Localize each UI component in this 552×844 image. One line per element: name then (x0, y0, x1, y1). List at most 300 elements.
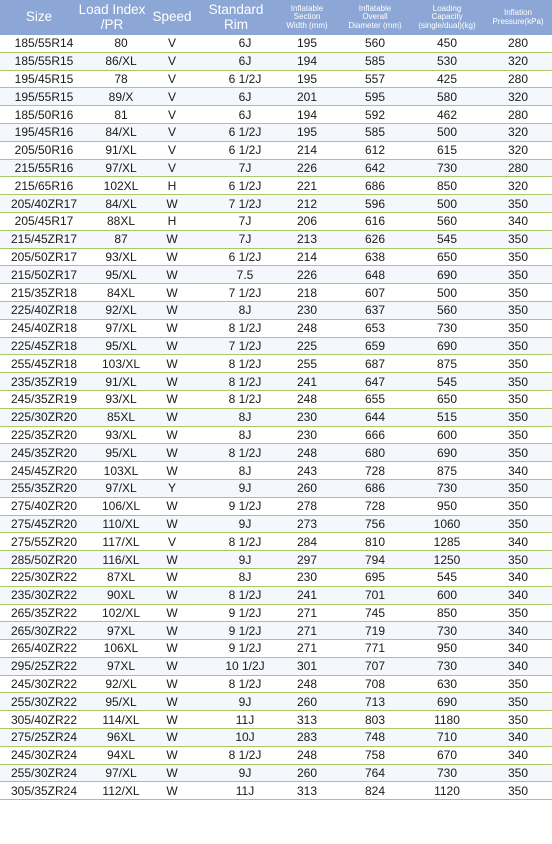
cell-size: 305/35ZR24 (0, 782, 78, 800)
cell-overall-diameter: 626 (340, 230, 410, 248)
cell-overall-diameter: 616 (340, 212, 410, 230)
cell-inflation-pressure: 350 (484, 479, 552, 497)
cell-inflation-pressure: 350 (484, 284, 552, 302)
cell-rim: 9 1/2J (198, 640, 274, 658)
cell-inflation-pressure: 340 (484, 462, 552, 480)
cell-overall-diameter: 592 (340, 106, 410, 124)
table-row (0, 301, 552, 319)
cell-rim: 6 1/2J (198, 177, 274, 195)
cell-overall-diameter: 680 (340, 444, 410, 462)
cell-inflation-pressure: 320 (484, 123, 552, 141)
cell-speed: W (146, 230, 198, 248)
cell-inflation-pressure: 340 (484, 586, 552, 604)
cell-load-index: 92/XL (78, 301, 146, 319)
cell-size: 225/30ZR22 (0, 568, 78, 586)
cell-speed: H (146, 212, 198, 230)
cell-loading-capacity: 425 (410, 70, 484, 88)
cell-section-width: 278 (274, 497, 340, 515)
cell-overall-diameter: 638 (340, 248, 410, 266)
cell-size: 205/40ZR17 (0, 195, 78, 213)
cell-loading-capacity: 690 (410, 266, 484, 284)
cell-size: 255/30ZR22 (0, 693, 78, 711)
cell-inflation-pressure: 350 (484, 355, 552, 373)
cell-load-index: 97XL (78, 657, 146, 675)
cell-speed: W (146, 284, 198, 302)
table-row (0, 337, 552, 355)
cell-overall-diameter: 686 (340, 479, 410, 497)
cell-overall-diameter: 659 (340, 337, 410, 355)
cell-loading-capacity: 650 (410, 390, 484, 408)
cell-rim: 7 1/2J (198, 337, 274, 355)
table-header (0, 0, 552, 35)
cell-inflation-pressure: 340 (484, 746, 552, 764)
cell-section-width: 273 (274, 515, 340, 533)
cell-loading-capacity: 850 (410, 604, 484, 622)
cell-overall-diameter: 607 (340, 284, 410, 302)
cell-inflation-pressure: 340 (484, 729, 552, 747)
cell-inflation-pressure: 350 (484, 390, 552, 408)
cell-load-index: 110/XL (78, 515, 146, 533)
cell-rim: 10 1/2J (198, 657, 274, 675)
cell-rim: 9 1/2J (198, 604, 274, 622)
cell-loading-capacity: 1120 (410, 782, 484, 800)
cell-size: 295/25ZR22 (0, 657, 78, 675)
cell-size: 215/35ZR18 (0, 284, 78, 302)
cell-inflation-pressure: 320 (484, 88, 552, 106)
cell-speed: W (146, 657, 198, 675)
cell-size: 185/55R15 (0, 52, 78, 70)
cell-rim: 8 1/2J (198, 746, 274, 764)
cell-section-width: 248 (274, 444, 340, 462)
cell-overall-diameter: 810 (340, 533, 410, 551)
cell-loading-capacity: 730 (410, 319, 484, 337)
cell-inflation-pressure: 350 (484, 782, 552, 800)
cell-rim: 7.5 (198, 266, 274, 284)
table-row (0, 515, 552, 533)
cell-load-index: 97/XL (78, 159, 146, 177)
cell-load-index: 93/XL (78, 390, 146, 408)
cell-overall-diameter: 719 (340, 622, 410, 640)
cell-load-index: 86/XL (78, 52, 146, 70)
cell-loading-capacity: 670 (410, 746, 484, 764)
cell-section-width: 248 (274, 746, 340, 764)
cell-load-index: 89/X (78, 88, 146, 106)
cell-section-width: 195 (274, 70, 340, 88)
table-row (0, 195, 552, 213)
table-row (0, 746, 552, 764)
cell-rim: 7J (198, 212, 274, 230)
header-speed: Speed (146, 0, 198, 35)
cell-rim: 8 1/2J (198, 390, 274, 408)
table-row (0, 551, 552, 569)
cell-section-width: 218 (274, 284, 340, 302)
cell-inflation-pressure: 320 (484, 177, 552, 195)
cell-inflation-pressure: 350 (484, 604, 552, 622)
cell-loading-capacity: 875 (410, 355, 484, 373)
cell-speed: W (146, 301, 198, 319)
cell-load-index: 80 (78, 35, 146, 52)
cell-speed: W (146, 604, 198, 622)
cell-section-width: 243 (274, 462, 340, 480)
cell-size: 195/55R15 (0, 88, 78, 106)
table-row (0, 266, 552, 284)
cell-size: 265/30ZR22 (0, 622, 78, 640)
cell-speed: V (146, 70, 198, 88)
table-row (0, 159, 552, 177)
cell-size: 225/40ZR18 (0, 301, 78, 319)
cell-size: 255/35ZR20 (0, 479, 78, 497)
table-row (0, 52, 552, 70)
cell-speed: V (146, 52, 198, 70)
cell-loading-capacity: 710 (410, 729, 484, 747)
cell-loading-capacity: 560 (410, 301, 484, 319)
cell-overall-diameter: 560 (340, 35, 410, 52)
cell-speed: W (146, 195, 198, 213)
cell-size: 185/55R14 (0, 35, 78, 52)
cell-rim: 6 1/2J (198, 141, 274, 159)
cell-overall-diameter: 794 (340, 551, 410, 569)
cell-section-width: 195 (274, 35, 340, 52)
table-row (0, 390, 552, 408)
cell-inflation-pressure: 350 (484, 230, 552, 248)
cell-speed: W (146, 675, 198, 693)
table-row (0, 586, 552, 604)
cell-size: 195/45R16 (0, 123, 78, 141)
cell-section-width: 271 (274, 640, 340, 658)
cell-load-index: 81 (78, 106, 146, 124)
cell-load-index: 87 (78, 230, 146, 248)
cell-speed: W (146, 319, 198, 337)
cell-loading-capacity: 515 (410, 408, 484, 426)
table-row (0, 230, 552, 248)
header-standard-rim: Standard Rim (198, 0, 274, 35)
cell-section-width: 214 (274, 141, 340, 159)
cell-inflation-pressure: 350 (484, 444, 552, 462)
cell-speed: W (146, 373, 198, 391)
header-size: Size (0, 0, 78, 35)
cell-speed: W (146, 248, 198, 266)
table-row (0, 711, 552, 729)
cell-load-index: 103XL (78, 462, 146, 480)
cell-load-index: 85XL (78, 408, 146, 426)
cell-overall-diameter: 695 (340, 568, 410, 586)
cell-rim: 8 1/2J (198, 355, 274, 373)
cell-inflation-pressure: 350 (484, 675, 552, 693)
cell-inflation-pressure: 350 (484, 248, 552, 266)
cell-rim: 8 1/2J (198, 373, 274, 391)
cell-inflation-pressure: 350 (484, 693, 552, 711)
cell-size: 245/35ZR20 (0, 444, 78, 462)
table-row (0, 657, 552, 675)
cell-speed: W (146, 693, 198, 711)
cell-inflation-pressure: 350 (484, 195, 552, 213)
cell-overall-diameter: 701 (340, 586, 410, 604)
cell-size: 255/45ZR18 (0, 355, 78, 373)
cell-loading-capacity: 600 (410, 586, 484, 604)
cell-speed: W (146, 266, 198, 284)
cell-load-index: 95/XL (78, 337, 146, 355)
cell-rim: 9J (198, 693, 274, 711)
cell-rim: 9 1/2J (198, 622, 274, 640)
cell-rim: 8 1/2J (198, 533, 274, 551)
cell-section-width: 230 (274, 568, 340, 586)
cell-size: 305/40ZR22 (0, 711, 78, 729)
cell-section-width: 241 (274, 586, 340, 604)
cell-overall-diameter: 596 (340, 195, 410, 213)
cell-rim: 7J (198, 159, 274, 177)
cell-load-index: 93/XL (78, 426, 146, 444)
cell-size: 275/25ZR24 (0, 729, 78, 747)
table-row (0, 123, 552, 141)
cell-rim: 6J (198, 88, 274, 106)
cell-speed: H (146, 177, 198, 195)
cell-size: 205/45R17 (0, 212, 78, 230)
table-row (0, 533, 552, 551)
table-row (0, 782, 552, 800)
cell-load-index: 106XL (78, 640, 146, 658)
cell-size: 215/45ZR17 (0, 230, 78, 248)
cell-speed: W (146, 746, 198, 764)
cell-size: 275/40ZR20 (0, 497, 78, 515)
cell-loading-capacity: 730 (410, 622, 484, 640)
cell-overall-diameter: 653 (340, 319, 410, 337)
cell-rim: 6 1/2J (198, 70, 274, 88)
cell-overall-diameter: 557 (340, 70, 410, 88)
cell-inflation-pressure: 280 (484, 106, 552, 124)
cell-speed: W (146, 515, 198, 533)
cell-load-index: 97/XL (78, 479, 146, 497)
cell-overall-diameter: 666 (340, 426, 410, 444)
cell-overall-diameter: 585 (340, 123, 410, 141)
table-row (0, 408, 552, 426)
cell-section-width: 260 (274, 764, 340, 782)
cell-size: 215/50ZR17 (0, 266, 78, 284)
cell-loading-capacity: 500 (410, 123, 484, 141)
cell-load-index: 97/XL (78, 319, 146, 337)
cell-size: 265/40ZR22 (0, 640, 78, 658)
table-row (0, 693, 552, 711)
cell-inflation-pressure: 350 (484, 301, 552, 319)
cell-load-index: 95/XL (78, 444, 146, 462)
cell-overall-diameter: 728 (340, 497, 410, 515)
cell-loading-capacity: 600 (410, 426, 484, 444)
cell-rim: 6J (198, 106, 274, 124)
cell-speed: V (146, 141, 198, 159)
cell-load-index: 95/XL (78, 266, 146, 284)
cell-inflation-pressure: 320 (484, 52, 552, 70)
header-section-width: Inflatable Section Width (mm) (274, 0, 340, 35)
cell-overall-diameter: 655 (340, 390, 410, 408)
cell-inflation-pressure: 340 (484, 533, 552, 551)
cell-loading-capacity: 730 (410, 159, 484, 177)
cell-inflation-pressure: 350 (484, 337, 552, 355)
cell-inflation-pressure: 280 (484, 35, 552, 52)
cell-loading-capacity: 690 (410, 444, 484, 462)
cell-size: 225/35ZR20 (0, 426, 78, 444)
cell-inflation-pressure: 350 (484, 408, 552, 426)
cell-inflation-pressure: 350 (484, 711, 552, 729)
cell-size: 245/45ZR20 (0, 462, 78, 480)
cell-speed: W (146, 444, 198, 462)
cell-rim: 8J (198, 301, 274, 319)
cell-speed: V (146, 106, 198, 124)
table-row (0, 729, 552, 747)
cell-rim: 10J (198, 729, 274, 747)
cell-load-index: 78 (78, 70, 146, 88)
cell-size: 255/30ZR24 (0, 764, 78, 782)
cell-load-index: 84XL (78, 284, 146, 302)
cell-rim: 9J (198, 515, 274, 533)
cell-speed: W (146, 729, 198, 747)
header-loading-capacity: Loading Capacity (single/dual)(kg) (410, 0, 484, 35)
cell-speed: W (146, 568, 198, 586)
cell-loading-capacity: 530 (410, 52, 484, 70)
cell-loading-capacity: 950 (410, 640, 484, 658)
cell-section-width: 301 (274, 657, 340, 675)
cell-loading-capacity: 615 (410, 141, 484, 159)
cell-loading-capacity: 875 (410, 462, 484, 480)
cell-loading-capacity: 580 (410, 88, 484, 106)
cell-rim: 8 1/2J (198, 444, 274, 462)
table-row (0, 35, 552, 52)
cell-section-width: 248 (274, 319, 340, 337)
cell-speed: W (146, 764, 198, 782)
table-row (0, 355, 552, 373)
table-row (0, 426, 552, 444)
cell-rim: 7J (198, 230, 274, 248)
cell-inflation-pressure: 350 (484, 426, 552, 444)
cell-size: 205/50R16 (0, 141, 78, 159)
cell-size: 275/45ZR20 (0, 515, 78, 533)
cell-size: 245/30ZR22 (0, 675, 78, 693)
cell-overall-diameter: 642 (340, 159, 410, 177)
cell-speed: W (146, 622, 198, 640)
cell-overall-diameter: 764 (340, 764, 410, 782)
cell-loading-capacity: 730 (410, 657, 484, 675)
cell-loading-capacity: 500 (410, 284, 484, 302)
table-row (0, 497, 552, 515)
cell-overall-diameter: 824 (340, 782, 410, 800)
cell-size: 235/35ZR19 (0, 373, 78, 391)
cell-load-index: 93/XL (78, 248, 146, 266)
cell-overall-diameter: 686 (340, 177, 410, 195)
table-row (0, 675, 552, 693)
cell-speed: V (146, 123, 198, 141)
cell-size: 245/40ZR18 (0, 319, 78, 337)
cell-load-index: 117/XL (78, 533, 146, 551)
cell-size: 195/45R15 (0, 70, 78, 88)
cell-inflation-pressure: 280 (484, 159, 552, 177)
cell-section-width: 255 (274, 355, 340, 373)
cell-load-index: 103/XL (78, 355, 146, 373)
cell-load-index: 94XL (78, 746, 146, 764)
cell-size: 185/50R16 (0, 106, 78, 124)
cell-section-width: 226 (274, 266, 340, 284)
cell-loading-capacity: 560 (410, 212, 484, 230)
cell-overall-diameter: 647 (340, 373, 410, 391)
header-load-index: Load Index /PR (78, 0, 146, 35)
cell-rim: 6J (198, 35, 274, 52)
cell-overall-diameter: 758 (340, 746, 410, 764)
cell-section-width: 194 (274, 52, 340, 70)
cell-inflation-pressure: 350 (484, 373, 552, 391)
table-row (0, 640, 552, 658)
cell-inflation-pressure: 340 (484, 640, 552, 658)
cell-rim: 11J (198, 711, 274, 729)
header-overall-diameter: Inflatable Overall Diameter (mm) (340, 0, 410, 35)
table-row (0, 622, 552, 640)
cell-inflation-pressure: 350 (484, 551, 552, 569)
cell-section-width: 271 (274, 604, 340, 622)
cell-speed: V (146, 533, 198, 551)
cell-speed: W (146, 711, 198, 729)
cell-rim: 8 1/2J (198, 675, 274, 693)
cell-loading-capacity: 730 (410, 764, 484, 782)
cell-load-index: 88XL (78, 212, 146, 230)
cell-load-index: 116/XL (78, 551, 146, 569)
header-inflation-pressure: Inflation Pressure(kPa) (484, 0, 552, 35)
cell-speed: W (146, 497, 198, 515)
cell-section-width: 221 (274, 177, 340, 195)
cell-size: 215/55R16 (0, 159, 78, 177)
cell-overall-diameter: 585 (340, 52, 410, 70)
cell-inflation-pressure: 350 (484, 266, 552, 284)
table-row (0, 479, 552, 497)
cell-speed: V (146, 88, 198, 106)
cell-loading-capacity: 545 (410, 373, 484, 391)
cell-size: 245/30ZR24 (0, 746, 78, 764)
cell-size: 285/50ZR20 (0, 551, 78, 569)
cell-loading-capacity: 950 (410, 497, 484, 515)
cell-section-width: 194 (274, 106, 340, 124)
cell-size: 275/55ZR20 (0, 533, 78, 551)
cell-load-index: 91/XL (78, 373, 146, 391)
cell-size: 225/30ZR20 (0, 408, 78, 426)
cell-rim: 8J (198, 426, 274, 444)
cell-section-width: 297 (274, 551, 340, 569)
cell-speed: Y (146, 479, 198, 497)
cell-section-width: 201 (274, 88, 340, 106)
table-row (0, 106, 552, 124)
cell-rim: 8J (198, 568, 274, 586)
cell-inflation-pressure: 350 (484, 319, 552, 337)
cell-rim: 9J (198, 764, 274, 782)
cell-section-width: 260 (274, 693, 340, 711)
cell-section-width: 230 (274, 301, 340, 319)
cell-load-index: 112/XL (78, 782, 146, 800)
cell-rim: 8 1/2J (198, 586, 274, 604)
cell-rim: 9J (198, 479, 274, 497)
cell-load-index: 90XL (78, 586, 146, 604)
cell-overall-diameter: 708 (340, 675, 410, 693)
table-row (0, 141, 552, 159)
table-row (0, 70, 552, 88)
table-row (0, 568, 552, 586)
cell-rim: 6 1/2J (198, 123, 274, 141)
cell-inflation-pressure: 350 (484, 764, 552, 782)
cell-overall-diameter: 687 (340, 355, 410, 373)
cell-inflation-pressure: 340 (484, 212, 552, 230)
cell-load-index: 97/XL (78, 764, 146, 782)
table-row (0, 373, 552, 391)
cell-rim: 6J (198, 52, 274, 70)
cell-inflation-pressure: 350 (484, 515, 552, 533)
cell-speed: V (146, 35, 198, 52)
cell-overall-diameter: 745 (340, 604, 410, 622)
cell-section-width: 283 (274, 729, 340, 747)
table-row (0, 88, 552, 106)
cell-overall-diameter: 728 (340, 462, 410, 480)
